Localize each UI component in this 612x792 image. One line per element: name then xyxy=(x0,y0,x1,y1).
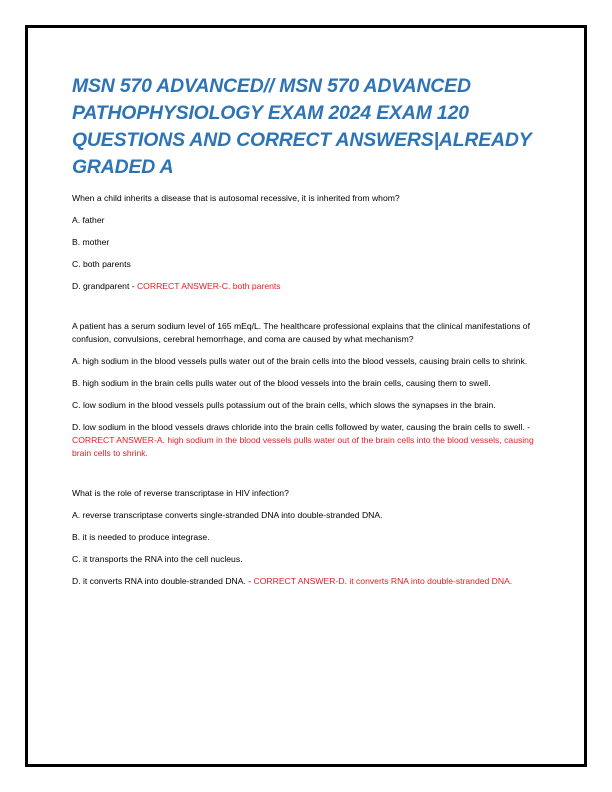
option-d xyxy=(72,421,546,461)
question-1 xyxy=(72,192,546,293)
question-spacer xyxy=(72,469,546,487)
question-3 xyxy=(72,487,546,588)
correct-answer: CORRECT ANSWER-A. high sodium in the blood vessels pulls water out of the brain cells into the blood vessels, causing brain cells to shrink. xyxy=(72,434,534,459)
question-stem: A patient has a serum sodium level of 165 mEq/L. The healthcare professional explains that the clinical manifestations of confusion, convulsions, cerebral hemorrhage, and coma are caused by what mechanism? xyxy=(72,320,530,344)
correct-answer: CORRECT ANSWER-D. it converts RNA into double-stranded DNA. xyxy=(253,575,513,586)
option-a: A. high sodium in the blood vessels pulls water out of the brain cells into the blood vessels, causing brain cells to shrink. xyxy=(72,355,528,366)
option-a: A. father xyxy=(72,214,105,225)
option-text: D. it converts RNA into double-stranded DNA. - xyxy=(72,575,254,586)
option-a: A. reverse transcriptase converts single-stranded DNA into double-stranded DNA. xyxy=(72,510,383,521)
option-d xyxy=(72,280,546,293)
option-c: C. both parents xyxy=(72,258,131,269)
option-text: D. low sodium in the blood vessels draws chloride into the brain cells followed by water, causing the brain cells to swell. - xyxy=(72,421,531,432)
question-2 xyxy=(72,320,546,461)
option-text: D. grandparent - xyxy=(72,280,137,291)
correct-answer: CORRECT ANSWER-C. both parents xyxy=(136,280,281,291)
question-stem: When a child inherits a disease that is autosomal recessive, it is inherited from whom? xyxy=(72,193,400,203)
document-title: MSN 570 ADVANCED// MSN 570 ADVANCED PATHOPHYSIOLOGY EXAM 2024 EXAM 120 QUESTIONS AND CORRECT ANSWERS|ALREADY GRADED A xyxy=(72,75,532,178)
document-body xyxy=(72,73,546,597)
option-b: B. mother xyxy=(72,236,110,247)
option-b: B. high sodium in the brain cells pulls water out of the blood vessels into the brain cells, causing them to swell. xyxy=(72,377,491,388)
option-d xyxy=(72,575,546,588)
question-stem: What is the role of reverse transcriptase in HIV infection? xyxy=(72,488,289,499)
option-c: C. low sodium in the blood vessels pulls potassium out of the brain cells, which slows the synapses in the brain. xyxy=(72,399,496,410)
question-spacer xyxy=(72,302,546,320)
option-c: C. it transports the RNA into the cell nucleus. xyxy=(72,554,243,564)
option-b: B. it is needed to produce integrase. xyxy=(72,532,210,543)
